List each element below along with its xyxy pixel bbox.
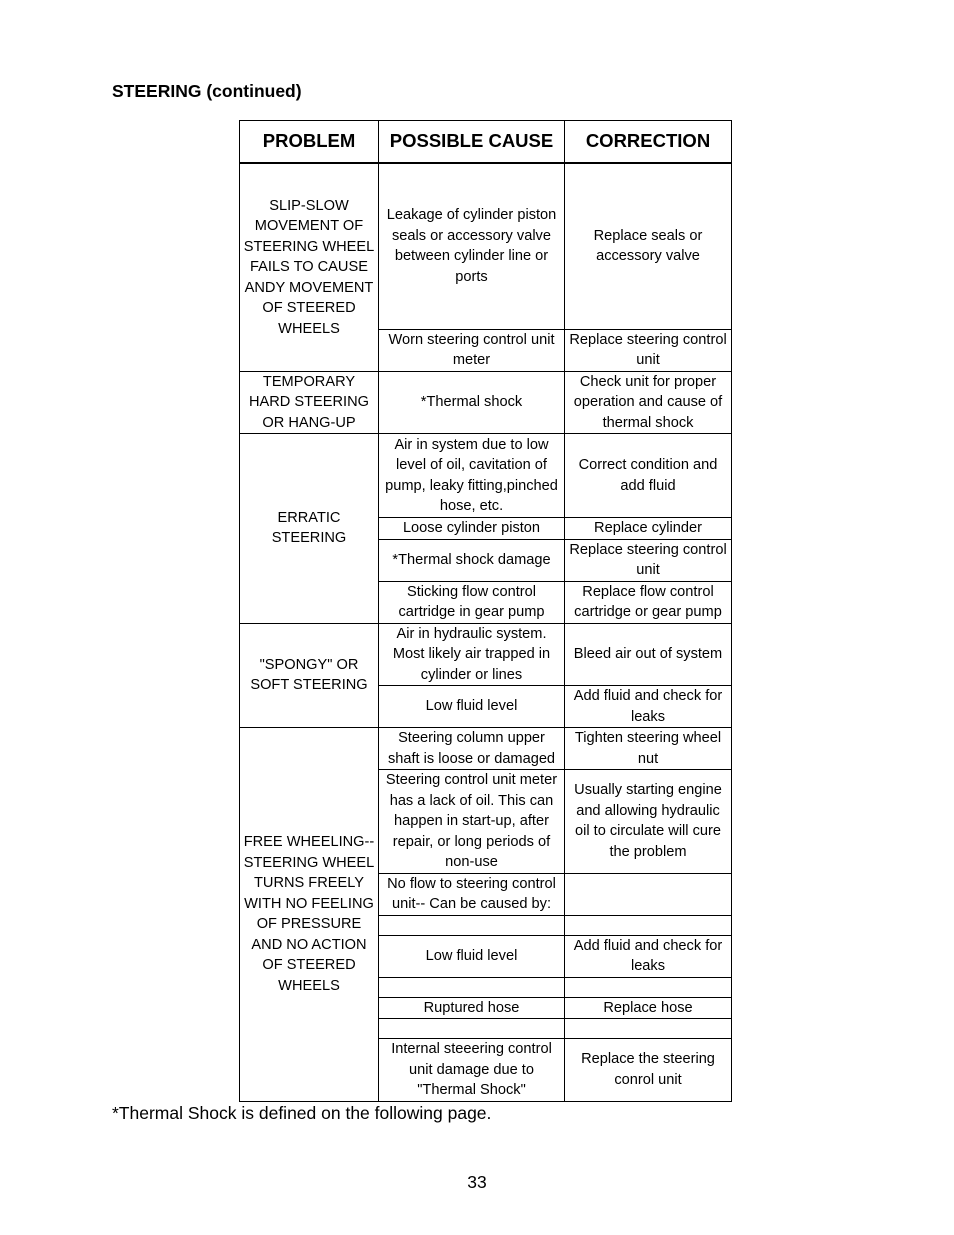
cause-cell: Loose cylinder piston <box>379 518 565 540</box>
correction-cell: Replace the steering conrol unit <box>565 1039 732 1102</box>
table-row <box>240 623 732 686</box>
correction-cell <box>565 915 732 935</box>
table-row <box>240 434 732 518</box>
cause-cell: Low fluid level <box>379 686 565 728</box>
header-correction: CORRECTION <box>565 121 732 164</box>
table-row <box>240 728 732 770</box>
correction-cell: Replace seals or accessory valve <box>565 163 732 329</box>
cause-cell: Internal steeering control unit damage due to "Thermal Shock" <box>379 1039 565 1102</box>
cause-cell <box>379 1019 565 1039</box>
cause-cell: Steering column upper shaft is loose or damaged <box>379 728 565 770</box>
problem-cell: TEMPORARY HARD STEERING OR HANG-UP <box>240 371 379 434</box>
footnote: *Thermal Shock is defined on the following page. <box>112 1103 492 1123</box>
problem-cell: FREE WHEELING--STEERING WHEEL TURNS FREELY WITH NO FEELING OF PRESSURE AND NO ACTION OF STEERED WHEELS <box>240 728 379 1102</box>
correction-cell: Replace steering control unit <box>565 539 732 581</box>
correction-cell <box>565 977 732 997</box>
correction-cell <box>565 873 732 915</box>
cause-cell <box>379 915 565 935</box>
table-row <box>240 163 732 329</box>
cause-cell: Ruptured hose <box>379 997 565 1019</box>
cause-cell: Air in hydraulic system. Most likely air trapped in cylinder or lines <box>379 623 565 686</box>
table-row <box>240 371 732 434</box>
correction-cell: Usually starting engine and allowing hydraulic oil to circulate will cure the problem <box>565 770 732 874</box>
cause-cell: No flow to steering control unit-- Can be caused by: <box>379 873 565 915</box>
problem-cell: ERRATIC STEERING <box>240 434 379 624</box>
table-header-row <box>240 121 732 164</box>
correction-cell: Add fluid and check for leaks <box>565 935 732 977</box>
correction-cell: Bleed air out of system <box>565 623 732 686</box>
header-problem: PROBLEM <box>240 121 379 164</box>
cause-cell: Leakage of cylinder piston seals or accessory valve between cylinder line or ports <box>379 163 565 329</box>
cause-cell: Low fluid level <box>379 935 565 977</box>
correction-cell: Replace cylinder <box>565 518 732 540</box>
page-number: 33 <box>467 1172 487 1192</box>
correction-cell: Correct condition and add fluid <box>565 434 732 518</box>
cause-cell: Worn steering control unit meter <box>379 329 565 371</box>
section-title: STEERING (continued) <box>112 81 302 101</box>
cause-cell: Air in system due to low level of oil, cavitation of pump, leaky fitting,pinched hose, etc. <box>379 434 565 518</box>
correction-cell: Replace steering control unit <box>565 329 732 371</box>
cause-cell: Steering control unit meter has a lack of oil. This can happen in start-up, after repair, or long periods of non-use <box>379 770 565 874</box>
header-possible-cause: POSSIBLE CAUSE <box>379 121 565 164</box>
cause-cell <box>379 977 565 997</box>
correction-cell: Replace hose <box>565 997 732 1019</box>
problem-cell: "SPONGY" OR SOFT STEERING <box>240 623 379 728</box>
troubleshooting-table <box>239 120 732 1102</box>
correction-cell: Tighten steering wheel nut <box>565 728 732 770</box>
cause-cell: *Thermal shock <box>379 371 565 434</box>
correction-cell: Add fluid and check for leaks <box>565 686 732 728</box>
cause-cell: Sticking flow control cartridge in gear pump <box>379 581 565 623</box>
cause-cell: *Thermal shock damage <box>379 539 565 581</box>
correction-cell: Check unit for proper operation and cause of thermal shock <box>565 371 732 434</box>
correction-cell: Replace flow control cartridge or gear pump <box>565 581 732 623</box>
correction-cell <box>565 1019 732 1039</box>
problem-cell: SLIP-SLOW MOVEMENT OF STEERING WHEEL FAILS TO CAUSE ANDY MOVEMENT OF STEERED WHEELS <box>240 163 379 371</box>
